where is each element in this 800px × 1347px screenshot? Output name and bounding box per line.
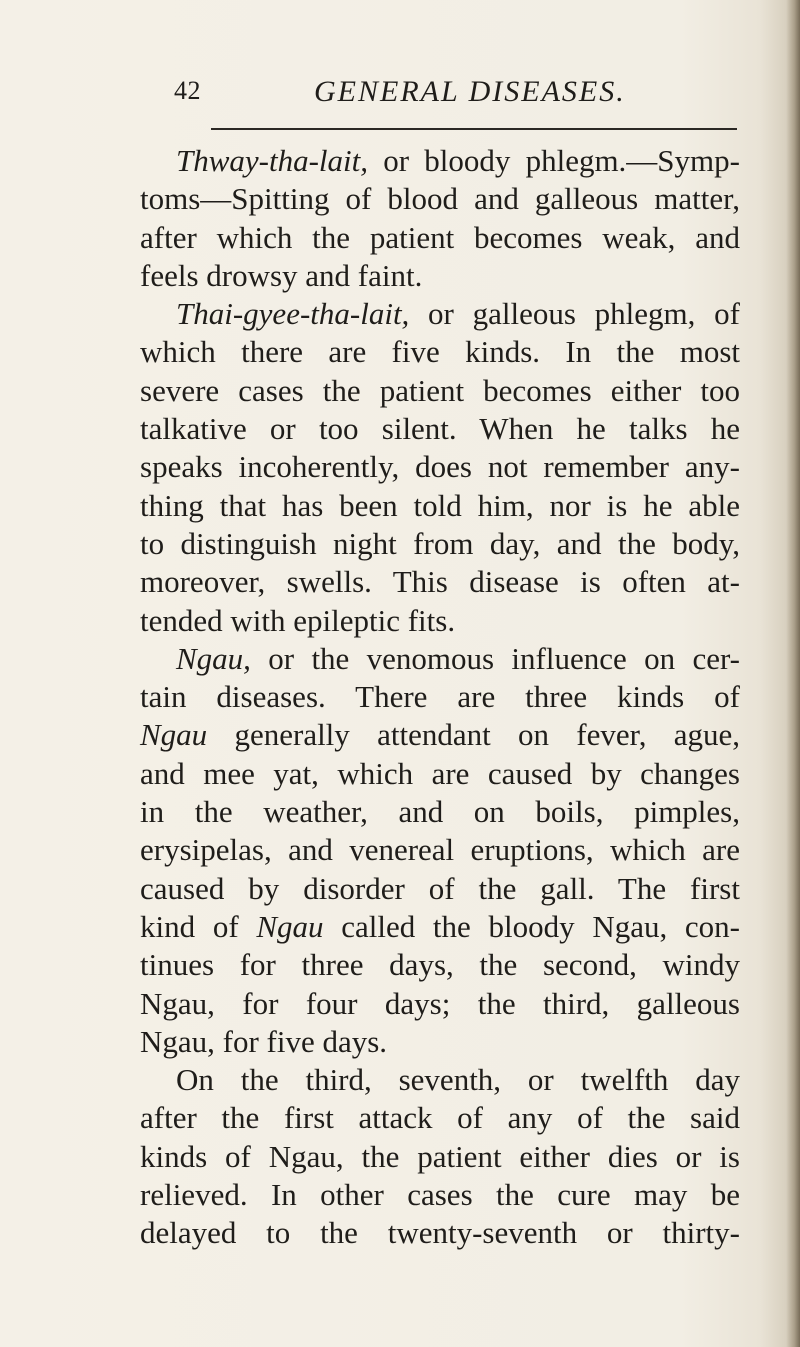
text-line [140, 640, 740, 678]
italic-term: Ngau, [176, 640, 251, 676]
text-line [140, 946, 740, 984]
text-run: toms—Spitting of blood and galleous matter, [140, 181, 740, 217]
text-run: kind of [140, 908, 257, 944]
text-line [140, 142, 740, 180]
text-run: or galleous phlegm, of [409, 296, 740, 332]
text-run: after the first attack of any of the said [140, 1100, 740, 1136]
text-run: to distinguish night from day, and the body, [140, 525, 740, 561]
text-run: tain diseases. There are three kinds of [140, 679, 740, 715]
text-run: Ngau, for four days; the third, galleous [140, 985, 740, 1021]
running-title: GENERAL DISEASES. [314, 75, 626, 108]
text-run: or bloody phlegm.—Symp- [368, 143, 740, 178]
text-line [140, 525, 740, 563]
text-line [140, 1214, 740, 1252]
text-run: or the venomous influence on cer- [250, 640, 740, 676]
text-run: tinues for three days, the second, windy [140, 947, 740, 983]
text-run: generally attendant on fever, ague, [207, 717, 740, 753]
text-line [140, 831, 740, 869]
text-run: caused by disorder of the gall. The first [140, 870, 740, 906]
text-line [140, 793, 740, 831]
paragraph [140, 1061, 740, 1252]
paragraph [140, 295, 740, 640]
text-line [140, 1138, 740, 1176]
paragraph [140, 142, 740, 295]
text-line [140, 1023, 740, 1061]
text-line [140, 333, 740, 371]
text-line [140, 295, 740, 333]
text-line [140, 487, 740, 525]
text-line [140, 1099, 740, 1137]
text-line [140, 219, 740, 257]
text-line [140, 1176, 740, 1214]
text-line [140, 716, 740, 754]
text-run: Ngau, for five days. [140, 1023, 388, 1059]
body-text [140, 142, 740, 1253]
text-line [140, 1061, 740, 1099]
text-run: tended with epileptic fits. [140, 602, 456, 638]
text-line [140, 180, 740, 218]
text-run: called the bloody Ngau, con- [323, 908, 741, 944]
italic-term: Thai-gyee-tha-lait, [176, 296, 410, 332]
text-run: and mee yat, which are caused by changes [140, 755, 740, 791]
text-run: feels drowsy and faint. [140, 257, 423, 293]
text-run: in the weather, and on boils, pimples, [140, 794, 740, 830]
text-line [140, 602, 740, 640]
page-header [0, 72, 800, 122]
text-run: moreover, swells. This disease is often at- [140, 564, 740, 600]
text-run: which there are five kinds. In the most [140, 334, 740, 370]
page-edge-shadow [786, 0, 800, 1347]
text-run: thing that has been told him, nor is he able [140, 487, 740, 523]
text-line [140, 410, 740, 448]
paragraph [140, 640, 740, 1061]
italic-term: Thway-tha-lait, [176, 143, 369, 178]
text-line [140, 563, 740, 601]
text-line [140, 985, 740, 1023]
text-line [140, 372, 740, 410]
italic-term: Ngau [140, 717, 208, 753]
text-run: speaks incoherently, does not remember any- [140, 449, 740, 485]
text-run: severe cases the patient becomes either too [140, 372, 740, 408]
text-run: erysipelas, and venereal eruptions, which are [140, 832, 740, 868]
italic-term: Ngau [256, 908, 324, 944]
text-run: after which the patient becomes weak, and [140, 219, 740, 255]
text-line [140, 257, 740, 295]
text-line [140, 448, 740, 486]
text-run: relieved. In other cases the cure may be [140, 1177, 740, 1213]
text-line [140, 870, 740, 908]
page-number: 42 [174, 76, 201, 105]
text-line [140, 678, 740, 716]
text-run: talkative or too silent. When he talks he [140, 411, 740, 447]
header-rule [211, 128, 737, 130]
text-run: delayed to the twenty-seventh or thirty- [140, 1215, 740, 1251]
text-line [140, 755, 740, 793]
text-line [140, 908, 740, 946]
text-run: kinds of Ngau, the patient either dies or is [140, 1138, 740, 1174]
text-run: On the third, seventh, or twelfth day [176, 1062, 740, 1098]
